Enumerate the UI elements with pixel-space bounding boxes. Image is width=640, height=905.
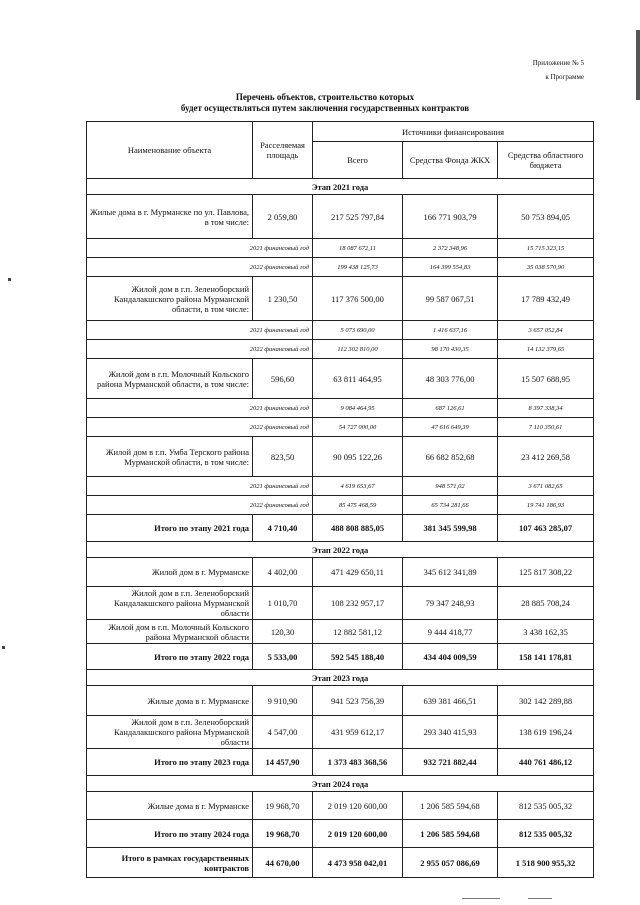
object-area: 1 230,50 [253, 277, 313, 321]
year-total: 112 302 810,00 [313, 340, 403, 359]
stage-total-sum: 488 808 885,05 [313, 515, 403, 542]
table-row [87, 587, 594, 620]
year-region: 19 741 186,93 [498, 496, 594, 515]
year-total: 54 727 000,00 [313, 418, 403, 437]
year-fund: 2 372 348,96 [403, 239, 498, 258]
appendix-number: Приложение № 5 [532, 59, 584, 67]
table-row [87, 437, 594, 477]
stage-title: Этап 2024 года [87, 776, 594, 792]
object-area: 2 059,80 [253, 195, 313, 239]
object-fund: 66 682 852,68 [403, 437, 498, 477]
year-fund: 47 616 649,39 [403, 418, 498, 437]
object-fund: 293 340 415,93 [403, 716, 498, 749]
stage-title: Этап 2021 года [87, 179, 594, 195]
year-region: 8 397 338,34 [498, 399, 594, 418]
object-total: 12 882 581,12 [313, 620, 403, 644]
title-line-1: Перечень объектов, строительство которых [235, 92, 415, 102]
header-region: Средства областного бюджета [498, 142, 594, 179]
object-region: 138 619 196,24 [498, 716, 594, 749]
stage-total-sum: 592 545 188,40 [313, 644, 403, 670]
year-fund: 65 734 281,66 [403, 496, 498, 515]
grand-total-region: 1 518 900 955,32 [498, 848, 594, 878]
object-fund: 166 771 903,79 [403, 195, 498, 239]
stage-title: Этап 2022 года [87, 542, 594, 558]
grand-total-label: Итого в рамках государственных контрактов [87, 848, 253, 878]
stage-total-row [87, 644, 594, 670]
year-fund: 687 126,61 [403, 399, 498, 418]
header-row [87, 122, 594, 142]
table-row [87, 195, 594, 239]
year-label: 2022 финансовый год [87, 258, 313, 277]
object-region: 15 507 688,95 [498, 359, 594, 399]
stage-total-label: Итого по этапу 2024 года [87, 820, 253, 848]
stage-total-row [87, 820, 594, 848]
object-region: 302 142 289,88 [498, 686, 594, 716]
scan-footer-line [462, 898, 500, 899]
year-row [87, 399, 594, 418]
object-name: Жилой дом в г.п. Зеленоборский Кандалакшского района Мурманской области [87, 716, 253, 749]
table-row [87, 277, 594, 321]
year-region: 3 657 052,84 [498, 321, 594, 340]
object-total: 117 376 500,00 [313, 277, 403, 321]
object-name: Жилые дома в г. Мурманске по ул. Павлова, в том числе: [87, 195, 253, 239]
title-line-2: будет осуществляться путем заключения государственных контрактов [180, 103, 470, 113]
table-row [87, 558, 594, 587]
table-row [87, 686, 594, 716]
year-region: 3 671 082,65 [498, 477, 594, 496]
year-label: 2022 финансовый год [87, 496, 313, 515]
object-total: 90 095 122,26 [313, 437, 403, 477]
year-fund: 98 170 430,35 [403, 340, 498, 359]
object-total: 108 232 957,17 [313, 587, 403, 620]
object-total: 471 429 650,11 [313, 558, 403, 587]
table-row [87, 620, 594, 644]
object-total: 431 959 612,17 [313, 716, 403, 749]
grand-total-area: 44 670,00 [253, 848, 313, 878]
grand-total-sum: 4 473 958 042,01 [313, 848, 403, 878]
header-object-name: Наименование объекта [87, 122, 253, 179]
year-total: 5 073 690,00 [313, 321, 403, 340]
year-label: 2022 финансовый год [87, 340, 313, 359]
object-area: 596,60 [253, 359, 313, 399]
scan-dot [8, 278, 11, 281]
object-name: Жилой дом в г.п. Зеленоборский Кандалакшского района Мурманской области [87, 587, 253, 620]
stage-total-label: Итого по этапу 2023 года [87, 749, 253, 776]
stage-row [87, 179, 594, 195]
scan-edge-mark [636, 30, 640, 100]
stage-total-row [87, 515, 594, 542]
stage-total-label: Итого по этапу 2022 года [87, 644, 253, 670]
stage-total-fund: 434 404 009,59 [403, 644, 498, 670]
year-total: 4 619 653,67 [313, 477, 403, 496]
object-name: Жилые дома в г. Мурманске [87, 686, 253, 716]
stage-total-region: 812 535 005,32 [498, 820, 594, 848]
object-area: 1 010,70 [253, 587, 313, 620]
scan-footer-line [528, 898, 552, 899]
object-region: 3 438 162,35 [498, 620, 594, 644]
year-row [87, 340, 594, 359]
object-fund: 1 206 585 594,68 [403, 792, 498, 820]
object-fund: 345 612 341,89 [403, 558, 498, 587]
object-name: Жилой дом в г.п. Умба Терского района Мурманской области, в том числе: [87, 437, 253, 477]
year-label: 2022 финансовый год [87, 418, 313, 437]
object-total: 63 811 464,95 [313, 359, 403, 399]
year-row [87, 239, 594, 258]
stage-total-fund: 1 206 585 594,68 [403, 820, 498, 848]
header-sources: Источники финансирования [313, 122, 594, 142]
stage-row [87, 542, 594, 558]
object-fund: 99 587 067,51 [403, 277, 498, 321]
year-row [87, 477, 594, 496]
year-region: 35 038 570,90 [498, 258, 594, 277]
object-name: Жилые дома в г. Мурманске [87, 792, 253, 820]
object-region: 17 789 432,49 [498, 277, 594, 321]
year-total: 18 087 672,11 [313, 239, 403, 258]
header-total: Всего [313, 142, 403, 179]
object-area: 4 547,00 [253, 716, 313, 749]
stage-total-area: 5 533,00 [253, 644, 313, 670]
year-region: 14 132 379,65 [498, 340, 594, 359]
grand-total-fund: 2 955 057 086,69 [403, 848, 498, 878]
year-total: 85 475 468,59 [313, 496, 403, 515]
year-fund: 164 399 554,83 [403, 258, 498, 277]
year-region: 15 715 323,15 [498, 239, 594, 258]
year-region: 7 110 350,61 [498, 418, 594, 437]
object-total: 217 525 797,84 [313, 195, 403, 239]
stage-total-fund: 381 345 599,98 [403, 515, 498, 542]
table-row [87, 716, 594, 749]
stage-row [87, 670, 594, 686]
table-row [87, 359, 594, 399]
object-fund: 79 347 248,93 [403, 587, 498, 620]
year-total: 199 438 125,73 [313, 258, 403, 277]
object-fund: 9 444 418,77 [403, 620, 498, 644]
stage-total-region: 440 761 486,12 [498, 749, 594, 776]
year-label: 2021 финансовый год [87, 477, 313, 496]
header-fund: Средства Фонда ЖКХ [403, 142, 498, 179]
stage-total-region: 107 463 285,07 [498, 515, 594, 542]
object-area: 120,30 [253, 620, 313, 644]
object-name: Жилой дом в г.п. Зеленоборский Кандалакшского района Мурманской области, в том числе: [87, 277, 253, 321]
year-row [87, 496, 594, 515]
year-total: 9 084 464,95 [313, 399, 403, 418]
object-area: 4 402,00 [253, 558, 313, 587]
year-fund: 948 571,02 [403, 477, 498, 496]
object-fund: 48 303 776,00 [403, 359, 498, 399]
object-area: 823,50 [253, 437, 313, 477]
document-title [90, 92, 560, 114]
objects-table [86, 121, 594, 878]
object-name: Жилой дом в г.п. Молочный Кольского района Мурманской области [87, 620, 253, 644]
object-area: 9 910,90 [253, 686, 313, 716]
year-row [87, 321, 594, 340]
object-region: 812 535 005,32 [498, 792, 594, 820]
year-label: 2021 финансовый год [87, 399, 313, 418]
stage-total-sum: 2 019 120 600,00 [313, 820, 403, 848]
stage-total-sum: 1 373 483 368,56 [313, 749, 403, 776]
year-label: 2021 финансовый год [87, 239, 313, 258]
table-row [87, 792, 594, 820]
stage-total-area: 19 968,70 [253, 820, 313, 848]
object-total: 2 019 120 600,00 [313, 792, 403, 820]
year-row [87, 418, 594, 437]
object-area: 19 968,70 [253, 792, 313, 820]
object-region: 28 885 708,24 [498, 587, 594, 620]
object-total: 941 523 756,39 [313, 686, 403, 716]
stage-title: Этап 2023 года [87, 670, 594, 686]
object-region: 23 412 269,58 [498, 437, 594, 477]
scan-dot [2, 646, 5, 649]
object-fund: 639 381 466,51 [403, 686, 498, 716]
year-fund: 1 416 637,16 [403, 321, 498, 340]
stage-total-fund: 932 721 882,44 [403, 749, 498, 776]
appendix-reference: к Программе [545, 73, 584, 81]
stage-total-area: 14 457,90 [253, 749, 313, 776]
stage-total-row [87, 749, 594, 776]
year-label: 2021 финансовый год [87, 321, 313, 340]
header-area: Расселяемая площадь [253, 122, 313, 179]
grand-total-row [87, 848, 594, 878]
stage-row [87, 776, 594, 792]
object-name: Жилой дом в г.п. Молочный Кольского района Мурманской области, в том числе: [87, 359, 253, 399]
year-row [87, 258, 594, 277]
stage-total-label: Итого по этапу 2021 года [87, 515, 253, 542]
object-region: 125 817 308,22 [498, 558, 594, 587]
object-region: 50 753 894,05 [498, 195, 594, 239]
stage-total-area: 4 710,40 [253, 515, 313, 542]
object-name: Жилой дом в г. Мурманске [87, 558, 253, 587]
stage-total-region: 158 141 178,81 [498, 644, 594, 670]
